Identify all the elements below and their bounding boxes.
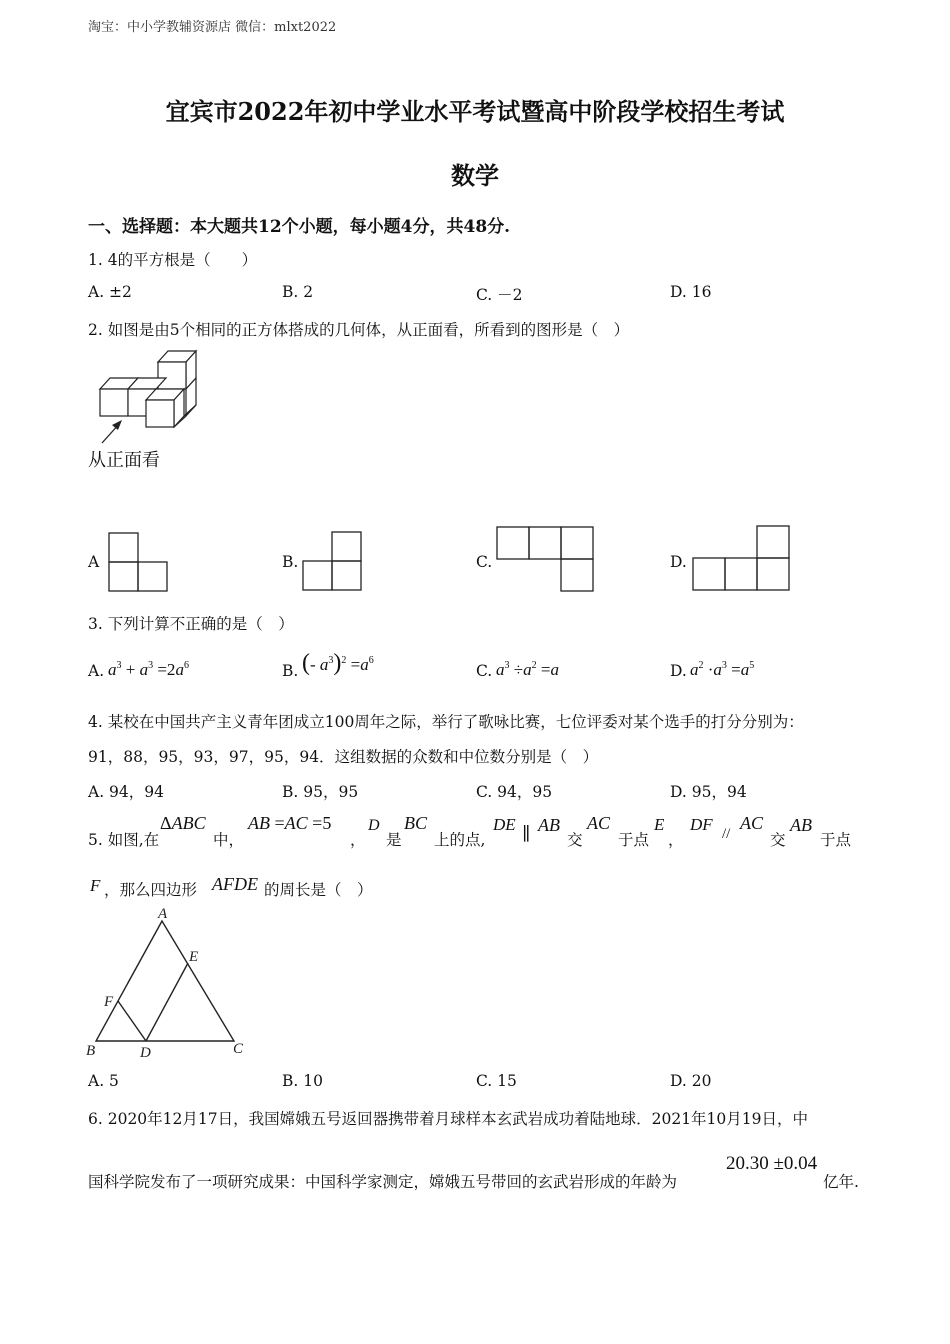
q5-label-d: D: [140, 1045, 151, 1061]
q5-label-a: A: [158, 906, 168, 922]
q5-triangle-figure: [84, 905, 254, 1060]
q3-option-d-label: D.: [670, 662, 687, 680]
q4-option-b: B. 95，95: [282, 783, 359, 801]
q3-option-d-formula: $a^2 \cdot a^3 =a^5$: [690, 660, 755, 679]
q5-text-yudian-2: 于点: [820, 831, 852, 849]
q6-line2-end: 亿年.: [823, 1173, 859, 1191]
q1-option-a: A. ±2: [88, 283, 132, 301]
q5-text-zhong: 中，: [213, 831, 245, 849]
q5-parallel-symbol-2: //: [722, 826, 731, 842]
q5-point-e: E: [654, 815, 665, 834]
q2-option-b-label: B.: [282, 553, 299, 571]
q5-option-c: C. 15: [476, 1072, 517, 1090]
q5-text-jiao-2: 交: [770, 831, 786, 849]
exam-title: 宜宾市2022年初中学业水平考试暨高中阶段学校招生考试: [165, 97, 785, 126]
q5-line2: ，那么四边形: [104, 881, 198, 899]
q5-segment-ab-2: AB: [790, 815, 812, 835]
q2-option-d-figure: [691, 525, 793, 593]
q5-text-yudian-1: 于点: [618, 831, 650, 849]
q4-option-c: C. 94，95: [476, 783, 553, 801]
q5-point-f: F: [90, 876, 101, 895]
q4-stem-line2: 91，88，95，93，97，95，94．这组数据的众数和中位数分别是（ ）: [88, 748, 599, 766]
q2-option-c-label: C.: [476, 553, 493, 571]
q5-segment-df: DF: [690, 815, 713, 834]
q5-condition-ab-ac: AB =AC =5: [248, 813, 332, 833]
q5-parallel-symbol-1: ∥: [522, 824, 531, 844]
q5-triangle-abc: ΔABC: [160, 813, 206, 833]
q2-option-a-figure: [108, 532, 170, 594]
q2-option-a-label: A: [88, 553, 100, 571]
subject-title: 数学: [451, 161, 499, 190]
section-heading: 一、选择题：本大题共12个小题，每小题4分，共48分.: [88, 217, 511, 237]
q4-stem-line1: 4. 某校在中国共产主义青年团成立100周年之际，举行了歌咏比赛，七位评委对某个选手的打分分别为：: [88, 713, 804, 731]
q3-option-c-formula: $a^3 \div a^2 =a$: [496, 660, 559, 679]
q5-quadrilateral-afde: AFDE: [212, 874, 258, 894]
q5-label-c: C: [233, 1041, 244, 1057]
q5-label-f: F: [104, 994, 114, 1010]
q2-option-d-label: D.: [670, 553, 687, 571]
q3-option-b-label: B.: [282, 662, 299, 680]
q1-option-c: C. －2: [476, 286, 523, 304]
q3-option-b-formula: (- $a^3)^2 =a^6$: [302, 650, 374, 676]
q4-option-d: D. 95，94: [670, 783, 747, 801]
q2-view-label: 从正面看: [88, 450, 160, 471]
watermark-header: 淘宝：中小学教辅资源店 微信：mlxt2022: [88, 20, 337, 35]
q5-text-onpoint: 上的点,: [434, 831, 486, 849]
q5-segment-ac-1: AC: [587, 813, 611, 833]
q5-option-b: B. 10: [282, 1072, 323, 1090]
q3-option-c-label: C.: [476, 662, 493, 680]
q3-stem: 3. 下列计算不正确的是（ ）: [88, 615, 294, 633]
q5-label-b: B: [86, 1043, 96, 1059]
q5-segment-bc: BC: [404, 813, 428, 833]
q1-option-b: B. 2: [282, 283, 314, 301]
q5-option-a: A. 5: [88, 1072, 119, 1090]
q5-comma: ，: [350, 831, 366, 849]
q6-line1: 6. 2020年12月17日，我国嫦娥五号返回器携带着月球样本玄武岩成功着陆地球．2021年10月19日，中: [88, 1110, 809, 1128]
q2-option-c-figure: [496, 526, 596, 594]
q3-option-a-formula: $a^3 + a^3 =2a^6$: [108, 660, 189, 679]
q5-segment-ac-2: AC: [740, 813, 764, 833]
q5-line2-end: 的周长是（ ）: [264, 881, 373, 899]
q5-text-shi: 是: [386, 831, 402, 849]
q2-stem: 2. 如图是由5个相同的正方体搭成的几何体，从正面看，所看到的图形是（ ）: [88, 321, 630, 339]
q5-comma-2: ，: [668, 831, 684, 849]
q2-option-b-figure: [302, 531, 364, 593]
q5-label-e: E: [189, 949, 199, 965]
q6-age-value: 20.30 ±0.04: [726, 1153, 818, 1174]
q5-segment-ab-1: AB: [538, 815, 560, 835]
q5-segment-de: DE: [493, 815, 516, 834]
q5-prefix: 5. 如图,在: [88, 831, 160, 849]
q5-option-d: D. 20: [670, 1072, 712, 1090]
q1-option-d: D. 16: [670, 283, 712, 301]
q4-option-a: A. 94，94: [88, 783, 164, 801]
q6-line2: 国科学院发布了一项研究成果：中国科学家测定，嫦娥五号带回的玄武岩形成的年龄为: [88, 1173, 678, 1191]
q1-stem: 1. 4的平方根是（ ）: [88, 251, 258, 269]
q5-point-d: D: [368, 817, 380, 834]
q5-text-jiao-1: 交: [567, 831, 583, 849]
q3-option-a-label: A.: [88, 662, 105, 680]
q2-cube-figure: [88, 345, 208, 435]
